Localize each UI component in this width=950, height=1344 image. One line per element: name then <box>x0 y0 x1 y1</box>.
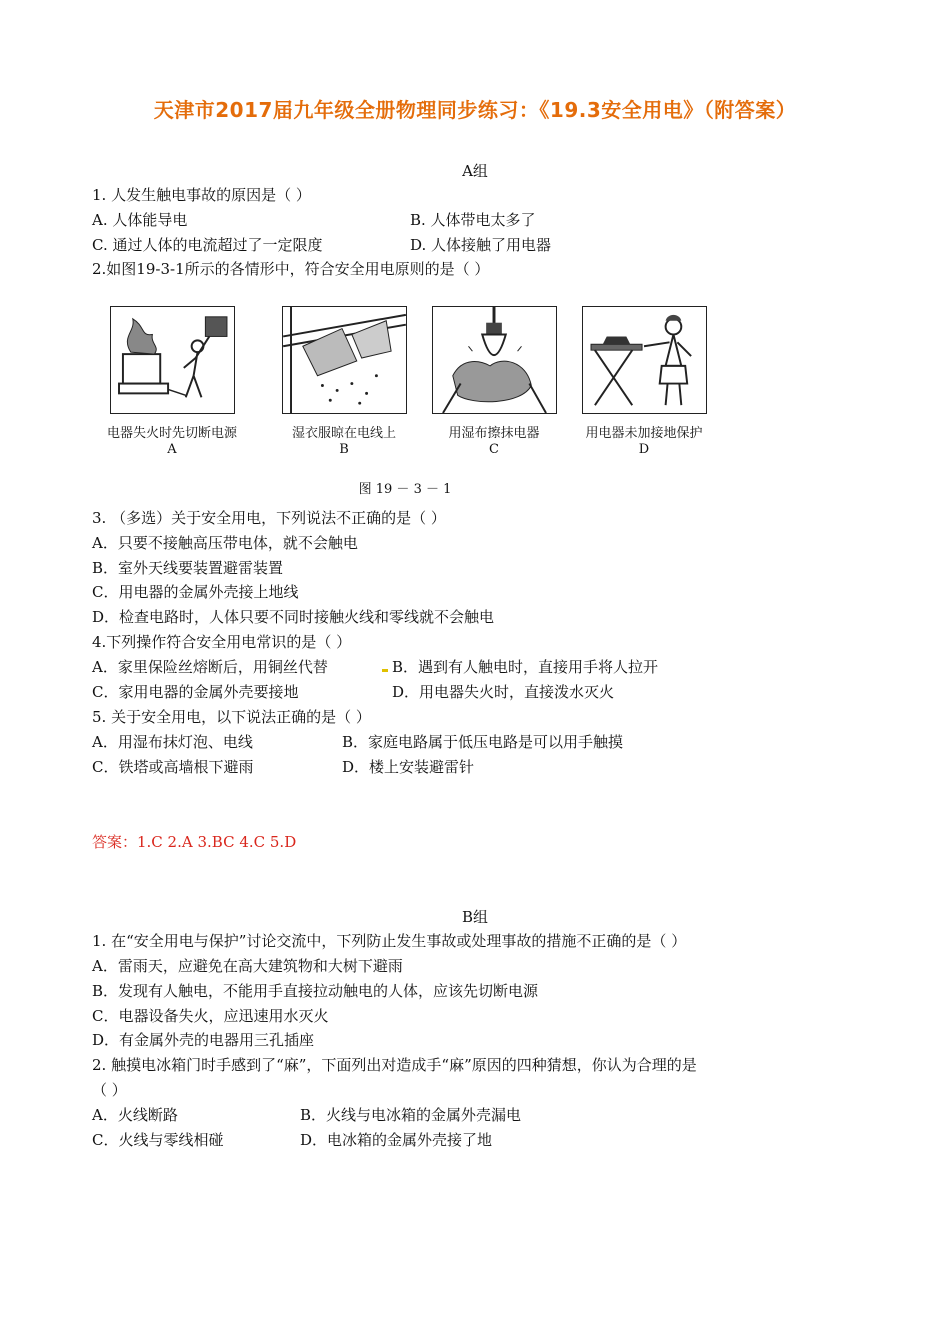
a-q4-option-c: C．家用电器的金属外壳要接地 <box>92 683 299 701</box>
figure-panel-b-letter: B <box>339 442 349 457</box>
group-b-heading: B组 <box>461 908 489 926</box>
a-q3-stem: 3. （多选）关于安全用电，下列说法不正确的是（ ） <box>92 509 446 527</box>
b-q1-option-b: B．发现有人触电，不能用手直接拉动触电的人体，应该先切断电源 <box>92 982 539 1000</box>
figure-panel-a-image <box>110 306 235 414</box>
a-q1-stem: 1. 人发生触电事故的原因是（ ） <box>92 186 311 204</box>
b-q1-stem: 1. 在“安全用电与保护”讨论交流中，下列防止发生事故或处理事故的措施不正确的是（ ） <box>92 932 687 950</box>
a-q1-option-b: B. 人体带电太多了 <box>410 211 536 229</box>
a-q5-option-a: A．用湿布抹灯泡、电线 <box>92 733 253 751</box>
a-q4-option-b-row <box>382 657 658 677</box>
a-q4-stem: 4.下列操作符合安全用电常识的是（ ） <box>92 633 352 651</box>
b-q2-stem: 2. 触摸电冰箱门时手感到了“麻”，下面列出对造成手“麻”原因的四种猜想，你认为合理的是 <box>92 1056 697 1074</box>
b-q2-option-b: B．火线与电冰箱的金属外壳漏电 <box>300 1106 522 1124</box>
a-q4-option-b: B．遇到有人触电时，直接用手将人拉开 <box>392 658 659 676</box>
a-q1-option-c: C. 通过人体的电流超过了一定限度 <box>92 236 323 254</box>
b-q2-stem-continued: （ ） <box>92 1081 127 1099</box>
a-q5-option-b: B．家庭电路属于低压电路是可以用手触摸 <box>342 733 624 751</box>
figure-panel-c-image <box>432 306 557 414</box>
a-q3-option-b: B．室外天线要装置避雷装置 <box>92 559 284 577</box>
a-q3-option-c: C．用电器的金属外壳接上地线 <box>92 583 299 601</box>
figure-panel-d-letter: D <box>638 442 650 457</box>
a-q1-option-d: D. 人体接触了用电器 <box>410 236 552 254</box>
b-q2-option-a: A．火线断路 <box>92 1106 178 1124</box>
a-q4-option-d: D．用电器失火时，直接泼水灭火 <box>392 683 615 701</box>
b-q2-option-d: D．电冰箱的金属外壳接了地 <box>300 1131 493 1149</box>
a-q2-stem: 2.如图19-3-1所示的各情形中，符合安全用电原则的是（ ） <box>92 260 490 278</box>
a-q5-stem: 5. 关于安全用电，以下说法正确的是（ ） <box>92 708 371 726</box>
figure-19-3-1 <box>104 306 714 456</box>
figure-panel-a-caption: 电器失火时先切断电源 <box>106 426 237 441</box>
a-q5-option-c: C．铁塔或高墙根下避雨 <box>92 758 254 776</box>
figure-panel-a-letter: A <box>167 442 177 457</box>
figure-panel-c-letter: C <box>489 442 499 457</box>
a-q3-option-d: D．检查电路时，人体只要不同时接触火线和零线就不会触电 <box>92 608 495 626</box>
a-q3-option-a: A．只要不接触高压带电体，就不会触电 <box>92 534 358 552</box>
highlight-mark <box>382 669 388 672</box>
document-title: 天津市2017届九年级全册物理同步练习：《19.3安全用电》（附答案） <box>153 98 797 122</box>
b-q1-option-a: A．雷雨天，应避免在高大建筑物和大树下避雨 <box>92 957 403 975</box>
figure-panel-b-caption: 湿衣服晾在电线上 <box>291 426 396 441</box>
a-q5-option-d: D．楼上安装避雷针 <box>342 758 475 776</box>
group-a-heading: A组 <box>462 162 488 180</box>
b-q2-option-c: C．火线与零线相碰 <box>92 1131 224 1149</box>
figure-panel-b-image <box>282 306 407 414</box>
figure-panel-d-caption: 用电器未加接地保护 <box>585 426 703 441</box>
figure-caption: 图 19 － 3 － 1 <box>358 482 452 497</box>
figure-panel-c-caption: 用湿布擦抹电器 <box>448 426 540 441</box>
answer-key: 答案：1.C 2.A 3.BC 4.C 5.D <box>92 833 297 851</box>
a-q4-option-a: A．家里保险丝熔断后，用铜丝代替 <box>92 658 328 676</box>
figure-panel-d-image <box>582 306 707 414</box>
a-q1-option-a: A. 人体能导电 <box>92 211 188 229</box>
b-q1-option-d: D．有金属外壳的电器用三孔插座 <box>92 1031 315 1049</box>
b-q1-option-c: C．电器设备失火，应迅速用水灭火 <box>92 1007 329 1025</box>
